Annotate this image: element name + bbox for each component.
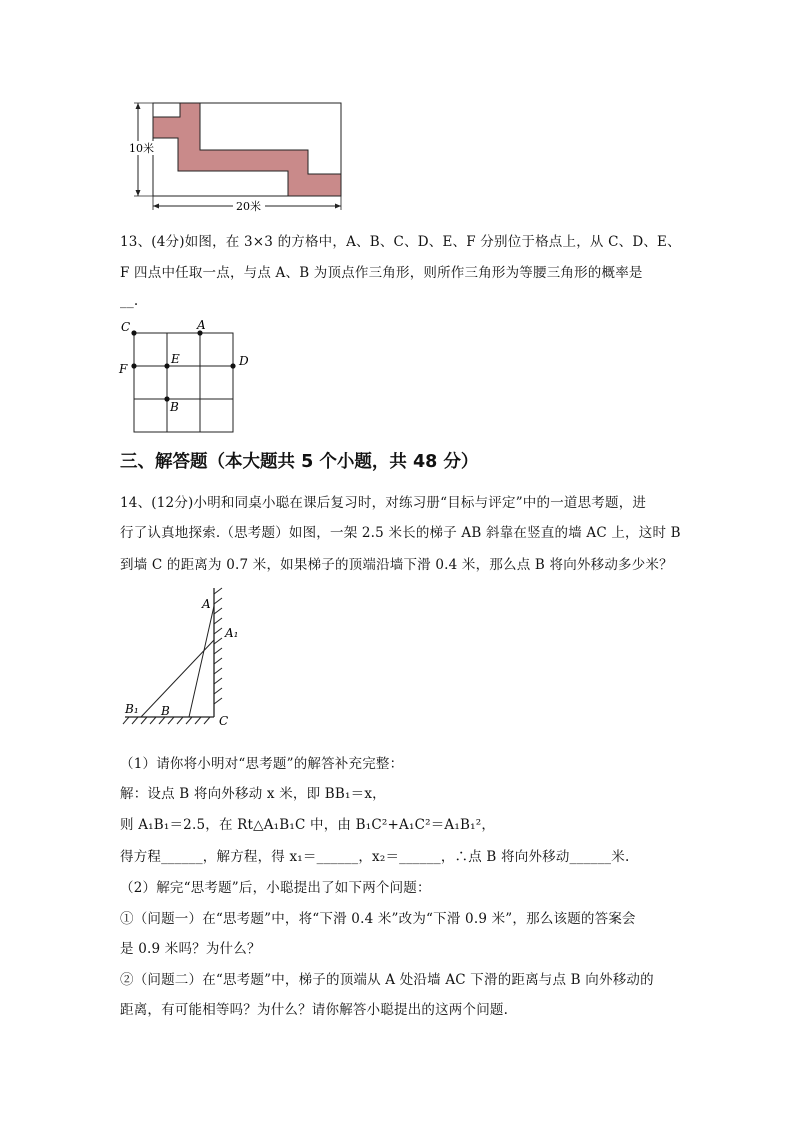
grid-figure [115, 315, 255, 437]
q14-solution-blanks: 得方程______，解方程，得 x₁＝______，x₂＝______，∴点 B 将向外移动______米. [120, 849, 630, 865]
ladder-figure [115, 580, 245, 730]
point-b [164, 396, 169, 401]
height-label: 10米 [129, 142, 154, 155]
q13-answer-blank: __. [120, 293, 139, 309]
q14-line-3: 到墙 C 的距离为 0.7 米，如果梯子的顶端沿墙下滑 0.4 米，那么点 B 将向外移动多少米？ [120, 557, 673, 573]
label-ladder-a1: A₁ [225, 626, 239, 640]
q13-line-1: 13、(4分)如图，在 3×3 的方格中，A、B、C、D、E、F 分别位于格点上，从 C、D、E、 [120, 234, 681, 250]
label-c: C [121, 320, 131, 334]
q14-line-2: 行了认真地探索.（思考题）如图，一架 2.5 米长的梯子 AB 斜靠在竖直的墙 AC 上，这时 B [120, 525, 681, 541]
label-a: A [197, 318, 206, 332]
grid-border [134, 333, 233, 432]
q14-part1-intro: （1）请你将小明对“思考题”的解答补充完整： [120, 756, 404, 772]
ladder-a1b1 [141, 640, 214, 717]
q14-question-two-line-1: ②（问题二）在“思考题”中，梯子的顶端从 A 处沿墙 AC 下滑的距离与点 B 向外移动的 [120, 972, 654, 988]
q14-question-one-line-1: ①（问题一）在“思考题”中，将“下滑 0.4 米”改为“下滑 0.9 米”，那么该题的答案会 [120, 911, 636, 927]
q14-solution-relation: 则 A₁B₁＝2.5，在 Rt△A₁B₁C 中，由 B₁C²+A₁C²＝A₁B₁²， [120, 817, 496, 833]
width-label: 20米 [236, 200, 261, 213]
q14-line-1: 14、(12分)小明和同桌小聪在课后复习时，对练习册“目标与评定”中的一道思考题，进 [120, 495, 647, 511]
q13-line-2: F 四点中任取一点，与点 A、B 为顶点作三角形，则所作三角形为等腰三角形的概率是 [120, 265, 643, 281]
point-d [230, 363, 235, 368]
point-f [131, 363, 136, 368]
q14-part2-intro: （2）解完“思考题”后，小聪提出了如下两个问题： [120, 880, 431, 896]
label-ladder-b: B [161, 704, 170, 718]
section-3-title: 三、解答题（本大题共 5 个小题，共 48 分） [120, 452, 479, 472]
label-b: B [170, 400, 179, 414]
label-ladder-b1: B₁ [125, 702, 139, 716]
point-e [164, 363, 169, 368]
point-c [131, 330, 136, 335]
label-f: F [119, 362, 128, 376]
q14-question-one-line-2: 是 0.9 米吗？为什么？ [120, 941, 261, 957]
q14-question-two-line-2: 距离，有可能相等吗？为什么？请你解答小聪提出的这两个问题. [120, 1002, 509, 1018]
label-d: D [239, 354, 249, 368]
q14-solution-setup: 解：设点 B 将向外移动 x 米，即 BB₁＝x， [120, 786, 386, 802]
road-figure [120, 95, 360, 220]
ladder-ab [189, 606, 214, 717]
road-path [153, 103, 341, 196]
label-e: E [171, 352, 180, 366]
label-ladder-c: C [219, 714, 229, 728]
label-ladder-a: A [202, 597, 211, 611]
